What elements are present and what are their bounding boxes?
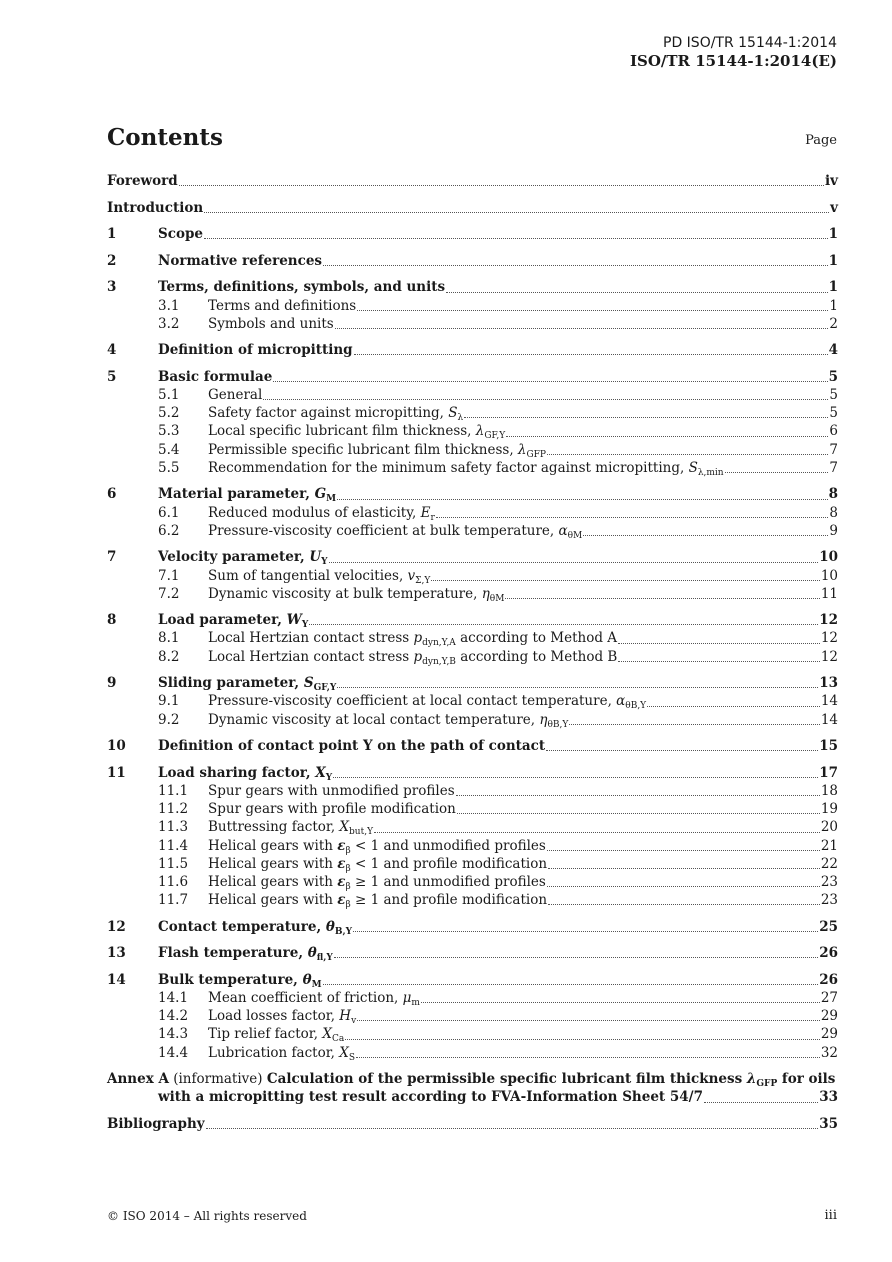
entry-number: 5 bbox=[107, 368, 117, 385]
entry-number: 8 bbox=[107, 612, 117, 629]
entry-page: 5 bbox=[828, 368, 838, 385]
symbol: η bbox=[481, 585, 490, 602]
symbol-subscript: θM bbox=[489, 593, 505, 604]
dot-leader bbox=[353, 930, 818, 932]
dot-leader bbox=[335, 327, 829, 329]
entry-number: 11.4 bbox=[158, 837, 189, 854]
entry-page: 4 bbox=[828, 342, 838, 359]
toc-entry[interactable] bbox=[107, 674, 838, 692]
entry-number: 6.1 bbox=[158, 504, 180, 521]
symbol-subscript: Y bbox=[301, 620, 309, 631]
annex-line-1 bbox=[107, 1070, 838, 1088]
entry-page: 17 bbox=[819, 764, 838, 781]
symbol-subscript: dyn,Y,B bbox=[422, 656, 456, 667]
dot-leader bbox=[583, 534, 828, 536]
entry-page: 14 bbox=[820, 693, 838, 710]
symbol: θ bbox=[325, 918, 335, 935]
dot-leader bbox=[547, 849, 820, 851]
entry-title: Bibliography bbox=[107, 1115, 205, 1132]
dot-leader bbox=[179, 184, 824, 186]
entry-number: 11.6 bbox=[158, 873, 189, 890]
entry-number: 1 bbox=[107, 226, 117, 243]
entry-number: 11.1 bbox=[158, 782, 189, 799]
symbol: ε bbox=[337, 892, 346, 909]
symbol-subscript: dyn,Y,A bbox=[422, 638, 456, 649]
symbol-subscript: but,Y bbox=[349, 827, 374, 838]
annex-informative: (informative) bbox=[168, 1071, 267, 1088]
entry-title: Pressure-viscosity coefficient at bulk temperature, $\alpha_{\theta M}$ bbox=[208, 522, 583, 541]
toc-subentry[interactable] bbox=[107, 782, 838, 800]
symbol: θ bbox=[302, 971, 312, 988]
symbol: λ bbox=[746, 1071, 757, 1088]
toc-subentry[interactable] bbox=[107, 386, 838, 404]
dot-leader bbox=[309, 623, 818, 625]
toc-subentry[interactable] bbox=[107, 800, 838, 818]
toc-subentry[interactable] bbox=[107, 692, 838, 710]
toc-subentry[interactable] bbox=[107, 891, 838, 909]
entry-title: Tip relief factor, $X_{Ca}$ bbox=[208, 1026, 345, 1045]
toc-entry[interactable] bbox=[107, 944, 838, 962]
entry-number: 11.7 bbox=[158, 892, 189, 909]
symbol-subscript: β bbox=[345, 863, 351, 874]
toc-subentry[interactable] bbox=[107, 441, 838, 459]
entry-title: Basic formulae bbox=[158, 368, 273, 385]
symbol: S bbox=[688, 459, 698, 476]
entry-title: Pressure-viscosity coefficient at local contact temperature, $\alpha_{\theta B,Y}$ bbox=[208, 693, 647, 712]
entry-title: Load parameter, $W_Y$ bbox=[158, 612, 309, 631]
dot-leader bbox=[725, 471, 829, 473]
entry-page: 25 bbox=[819, 918, 838, 935]
toc-entry[interactable] bbox=[107, 225, 838, 243]
symbol: X bbox=[322, 1026, 332, 1043]
dot-leader bbox=[329, 561, 819, 563]
entry-title: Mean coefficient of friction, $\mu_m$ bbox=[208, 989, 420, 1008]
symbol: v bbox=[407, 567, 416, 584]
dot-leader bbox=[464, 416, 828, 418]
symbol-subscript: λ,min bbox=[697, 467, 724, 478]
entry-title: Local Hertzian contact stress $p_{dyn,Y,A}$ according to Method A bbox=[208, 630, 618, 649]
entry-page: 32 bbox=[820, 1044, 838, 1061]
entry-title: Local specific lubricant film thickness, $\lambda_{GF,Y}$ bbox=[208, 423, 506, 442]
entry-number: 5.5 bbox=[158, 459, 180, 476]
entry-page: 8 bbox=[829, 504, 838, 521]
dot-leader bbox=[204, 237, 828, 239]
symbol: ε bbox=[337, 837, 346, 854]
toc-subentry[interactable] bbox=[107, 1007, 838, 1025]
copyright-notice: © ISO 2014 – All rights reserved bbox=[107, 1209, 307, 1223]
entry-page: 15 bbox=[819, 738, 838, 755]
page-column-label: Page bbox=[805, 133, 837, 148]
entry-number: 8.2 bbox=[158, 648, 180, 665]
toc-entry[interactable] bbox=[107, 199, 838, 217]
symbol: U bbox=[309, 549, 322, 566]
entry-page: 12 bbox=[820, 648, 838, 665]
entry-number: 3.1 bbox=[158, 297, 180, 314]
entry-number: 10 bbox=[107, 738, 126, 755]
dot-leader bbox=[357, 1019, 820, 1021]
entry-number: 5.1 bbox=[158, 387, 180, 404]
symbol: λ bbox=[475, 423, 485, 440]
symbol-subscript: v bbox=[351, 1016, 357, 1027]
dot-leader bbox=[446, 291, 828, 293]
dot-leader bbox=[345, 1038, 820, 1040]
symbol-subscript: r bbox=[430, 512, 435, 523]
entry-title: Lubrication factor, $X_S$ bbox=[208, 1044, 356, 1063]
entry-title: Material parameter, $G_M$ bbox=[158, 486, 337, 505]
dot-leader bbox=[548, 867, 820, 869]
entry-page: iv bbox=[825, 173, 838, 189]
toc-entry[interactable] bbox=[107, 278, 838, 296]
entry-number: 14.1 bbox=[158, 989, 189, 1006]
symbol: ε bbox=[337, 873, 346, 890]
entry-number: 5.2 bbox=[158, 405, 180, 422]
entry-number: 3 bbox=[107, 279, 117, 296]
entry-number: 6 bbox=[107, 486, 117, 503]
entry-number: 7 bbox=[107, 549, 117, 566]
entry-number: 2 bbox=[107, 252, 117, 269]
toc-subentry[interactable] bbox=[107, 404, 838, 422]
symbol-subscript: fl,Y bbox=[316, 953, 333, 964]
page-number: iii bbox=[824, 1208, 837, 1223]
entry-number: 11.3 bbox=[158, 819, 189, 836]
dot-leader bbox=[456, 794, 820, 796]
entry-page: 5 bbox=[829, 387, 838, 404]
toc-subentry[interactable] bbox=[107, 711, 838, 729]
entry-title: Reduced modulus of elasticity, $E_r$ bbox=[208, 504, 435, 523]
dot-leader bbox=[431, 579, 819, 581]
entry-number: 7.1 bbox=[158, 567, 180, 584]
entry-page: 10 bbox=[819, 549, 838, 566]
symbol: X bbox=[339, 1044, 349, 1061]
entry-title: Terms, definitions, symbols, and units bbox=[158, 279, 446, 296]
entry-number: 14.2 bbox=[158, 1008, 189, 1025]
symbol-subscript: Ca bbox=[331, 1034, 345, 1045]
toc-subentry[interactable] bbox=[107, 504, 838, 522]
toc-entry[interactable] bbox=[107, 172, 838, 190]
symbol: E bbox=[420, 504, 431, 521]
entry-number: 13 bbox=[107, 945, 126, 962]
symbol-subscript: M bbox=[326, 494, 337, 505]
entry-title: Local Hertzian contact stress $p_{dyn,Y,B}$ according to Method B bbox=[208, 648, 618, 667]
entry-title: Load sharing factor, $X_Y$ bbox=[158, 764, 333, 783]
entry-title: Sliding parameter, $S_{GF,Y}$ bbox=[158, 675, 337, 694]
entry-page: 1 bbox=[829, 297, 838, 314]
entry-title: Definition of contact point Y on the path of contact bbox=[158, 738, 546, 755]
dot-leader bbox=[548, 903, 820, 905]
dot-leader bbox=[356, 1056, 820, 1058]
entry-page: 1 bbox=[828, 226, 838, 243]
entry-page: 12 bbox=[819, 612, 838, 629]
symbol: ε bbox=[337, 855, 346, 872]
entry-number: 11.5 bbox=[158, 855, 189, 872]
header-line-1: PD ISO/TR 15144-1:2014 bbox=[663, 35, 837, 51]
entry-page: 35 bbox=[819, 1115, 838, 1132]
entry-page: 19 bbox=[820, 801, 838, 818]
toc-subentry[interactable] bbox=[107, 315, 838, 333]
dot-leader bbox=[273, 380, 827, 382]
entry-title: Permissible specific lubricant film thickness, $\lambda_{GFP}$ bbox=[208, 441, 546, 460]
symbol-subscript: λ bbox=[457, 413, 464, 424]
dot-leader bbox=[457, 812, 820, 814]
symbol-subscript: M bbox=[311, 979, 322, 990]
entry-title: Definition of micropitting bbox=[158, 342, 353, 359]
toc-entry[interactable] bbox=[107, 548, 838, 566]
toc-entry[interactable] bbox=[107, 1115, 838, 1133]
symbol-subscript: m bbox=[411, 997, 420, 1008]
entry-title: Spur gears with profile modification bbox=[208, 801, 456, 818]
entry-title: Dynamic viscosity at bulk temperature, $\eta_{\theta M}$ bbox=[208, 585, 505, 604]
entry-page: 7 bbox=[829, 441, 838, 458]
symbol-subscript: Y bbox=[325, 772, 333, 783]
symbol: α bbox=[616, 693, 626, 710]
toc-entry[interactable] bbox=[107, 341, 838, 359]
symbol: p bbox=[413, 630, 423, 647]
entry-page: v bbox=[830, 199, 838, 216]
entry-title: Flash temperature, $\theta_{fl,Y}$ bbox=[158, 945, 333, 964]
toc-subentry[interactable] bbox=[107, 567, 838, 585]
toc-subentry[interactable] bbox=[107, 837, 838, 855]
entry-page: 26 bbox=[819, 945, 838, 962]
entry-page: 23 bbox=[820, 892, 838, 909]
toc-subentry[interactable] bbox=[107, 297, 838, 315]
entry-page: 29 bbox=[820, 1008, 838, 1025]
dot-leader bbox=[333, 776, 818, 778]
entry-title: General bbox=[208, 387, 263, 404]
toc-subentry[interactable] bbox=[107, 459, 838, 477]
symbol: α bbox=[558, 522, 568, 539]
entry-number: 11.2 bbox=[158, 801, 189, 818]
symbol-subscript: β bbox=[345, 881, 351, 892]
toc-entry[interactable] bbox=[107, 485, 838, 503]
dot-leader bbox=[618, 660, 820, 662]
entry-page: 2 bbox=[829, 315, 838, 332]
dot-leader bbox=[547, 885, 820, 887]
toc-subentry[interactable] bbox=[107, 522, 838, 540]
dot-leader bbox=[436, 516, 829, 518]
symbol: μ bbox=[402, 989, 412, 1006]
entry-number: 9.1 bbox=[158, 693, 180, 710]
annex-line-2 bbox=[107, 1088, 838, 1106]
entry-page: 21 bbox=[820, 837, 838, 854]
dot-leader bbox=[337, 686, 818, 688]
toc-entry[interactable] bbox=[107, 737, 838, 755]
entry-number: 7.2 bbox=[158, 585, 180, 602]
annex-title: Calculation of the permissible specific lubricant film thickness $\lambda_{GFP}$ for oils bbox=[266, 1071, 836, 1090]
entry-number: 9 bbox=[107, 675, 117, 692]
symbol-subscript: GFP bbox=[526, 449, 546, 460]
entry-title: Velocity parameter, $U_Y$ bbox=[158, 549, 328, 568]
toc-subentry[interactable] bbox=[107, 422, 838, 440]
dot-leader bbox=[337, 498, 827, 500]
page-header bbox=[630, 34, 837, 71]
entry-page: 18 bbox=[820, 782, 838, 799]
contents-title: Contents bbox=[107, 124, 223, 151]
dot-leader bbox=[204, 211, 829, 213]
toc-subentry[interactable] bbox=[107, 629, 838, 647]
toc-subentry[interactable] bbox=[107, 873, 838, 891]
entry-number: 8.1 bbox=[158, 630, 180, 647]
entry-page: 6 bbox=[829, 423, 838, 440]
toc-subentry[interactable] bbox=[107, 585, 838, 603]
symbol-subscript: Σ,Y bbox=[415, 575, 431, 586]
dot-leader bbox=[323, 264, 828, 266]
entry-title: Spur gears with unmodified profiles bbox=[208, 782, 455, 799]
dot-leader bbox=[206, 1127, 819, 1129]
entry-title: Helical gears with $\varepsilon_\beta < 1$ and profile modification bbox=[208, 855, 548, 874]
dot-leader bbox=[323, 983, 819, 985]
entry-page: 12 bbox=[820, 630, 838, 647]
entry-page: 5 bbox=[829, 405, 838, 422]
entry-page: 29 bbox=[820, 1026, 838, 1043]
annex-title-cont: with a micropitting test result according to FVA-Information Sheet 54/7 bbox=[158, 1089, 703, 1106]
dot-leader bbox=[421, 1001, 820, 1003]
toc-subentry[interactable] bbox=[107, 855, 838, 873]
toc-annex[interactable] bbox=[107, 1070, 838, 1106]
toc-entry[interactable] bbox=[107, 764, 838, 782]
symbol: H bbox=[339, 1008, 352, 1025]
dot-leader bbox=[354, 353, 828, 355]
entry-title: Load losses factor, $H_v$ bbox=[208, 1008, 357, 1027]
toc-entry[interactable] bbox=[107, 918, 838, 936]
symbol-subscript: θB,Y bbox=[547, 719, 569, 730]
entry-number: 9.2 bbox=[158, 711, 180, 728]
table-of-contents bbox=[107, 172, 838, 1133]
entry-title: Bulk temperature, $\theta_M$ bbox=[158, 971, 322, 990]
entry-title: Helical gears with $\varepsilon_\beta \ge 1$ and profile modification bbox=[208, 892, 548, 911]
entry-title: Symbols and units bbox=[208, 315, 334, 332]
entry-title: Introduction bbox=[107, 199, 204, 216]
symbol: X bbox=[339, 819, 350, 836]
dot-leader bbox=[374, 831, 820, 833]
entry-title: Helical gears with $\varepsilon_\beta < 1$ and unmodified profiles bbox=[208, 837, 546, 856]
toc-entry[interactable] bbox=[107, 368, 838, 386]
symbol-subscript: θB,Y bbox=[625, 701, 647, 712]
annex-label: Annex A bbox=[107, 1071, 169, 1088]
entry-number: 14 bbox=[107, 971, 126, 988]
dot-leader bbox=[618, 642, 820, 644]
symbol-subscript: S bbox=[348, 1052, 356, 1063]
entry-number: 5.3 bbox=[158, 423, 180, 440]
entry-title: Dynamic viscosity at local contact temperature, $\eta_{\theta B,Y}$ bbox=[208, 711, 569, 730]
entry-title: Normative references bbox=[158, 252, 323, 269]
dot-leader bbox=[334, 956, 818, 958]
symbol: λ bbox=[517, 441, 527, 458]
dot-leader bbox=[569, 723, 820, 725]
entry-page: 14 bbox=[820, 711, 838, 728]
dot-leader bbox=[647, 705, 820, 707]
dot-leader bbox=[263, 398, 828, 400]
symbol-subscript: Y bbox=[321, 557, 328, 568]
symbol-subscript: GF,Y bbox=[313, 683, 337, 694]
entry-number: 14.4 bbox=[158, 1044, 189, 1061]
symbol: θ bbox=[307, 945, 317, 962]
symbol-subscript: GFP bbox=[756, 1079, 778, 1090]
entry-title: Helical gears with $\varepsilon_\beta \ge 1$ and unmodified profiles bbox=[208, 873, 546, 892]
symbol: p bbox=[413, 648, 423, 665]
symbol-subscript: GF,Y bbox=[484, 431, 506, 442]
symbol: X bbox=[315, 764, 326, 781]
entry-title: Safety factor against micropitting, $S_\lambda$ bbox=[208, 405, 464, 424]
entry-title: Sum of tangential velocities, $v_{\Sigma,Y}$ bbox=[208, 567, 431, 586]
entry-title: Foreword bbox=[107, 173, 178, 189]
entry-page: 8 bbox=[828, 486, 838, 503]
entry-page: 33 bbox=[819, 1089, 838, 1106]
symbol: W bbox=[286, 612, 302, 629]
entry-page: 20 bbox=[820, 819, 838, 836]
entry-number: 14.3 bbox=[158, 1026, 189, 1043]
entry-page: 26 bbox=[819, 971, 838, 988]
dot-leader bbox=[546, 749, 818, 751]
toc-entry[interactable] bbox=[107, 252, 838, 270]
entry-page: 1 bbox=[828, 252, 838, 269]
dot-leader bbox=[505, 597, 819, 599]
toc-subentry[interactable] bbox=[107, 818, 838, 836]
entry-title: Recommendation for the minimum safety factor against micropitting, $S_{\lambda,min}$ bbox=[208, 459, 724, 478]
toc-entry[interactable] bbox=[107, 611, 838, 629]
entry-number: 3.2 bbox=[158, 315, 180, 332]
entry-title: Terms and definitions bbox=[208, 297, 357, 314]
symbol: S bbox=[448, 405, 458, 422]
entry-page: 11 bbox=[820, 585, 838, 602]
toc-subentry[interactable] bbox=[107, 1044, 838, 1062]
symbol: G bbox=[314, 486, 327, 503]
symbol: S bbox=[303, 675, 314, 692]
header-line-2: ISO/TR 15144-1:2014(E) bbox=[629, 52, 837, 70]
dot-leader bbox=[357, 309, 828, 311]
entry-number: 12 bbox=[107, 918, 126, 935]
symbol-subscript: β bbox=[345, 845, 351, 856]
symbol-subscript: B,Y bbox=[334, 926, 353, 937]
symbol-subscript: θM bbox=[567, 530, 583, 541]
toc-entry[interactable] bbox=[107, 971, 838, 989]
entry-number: 4 bbox=[107, 342, 117, 359]
entry-number: 11 bbox=[107, 764, 126, 781]
toc-subentry[interactable] bbox=[107, 989, 838, 1007]
entry-page: 7 bbox=[829, 459, 838, 476]
entry-title: Scope bbox=[158, 226, 204, 243]
entry-page: 1 bbox=[828, 279, 838, 296]
entry-title: Buttressing factor, $X_{but,Y}$ bbox=[208, 819, 374, 838]
entry-page: 23 bbox=[820, 873, 838, 890]
entry-number: 6.2 bbox=[158, 522, 180, 539]
toc-subentry[interactable] bbox=[107, 1025, 838, 1043]
dot-leader bbox=[704, 1101, 818, 1103]
symbol: η bbox=[539, 711, 548, 728]
symbol-subscript: β bbox=[345, 900, 351, 911]
entry-title: Contact temperature, $\theta_{B,Y}$ bbox=[158, 918, 353, 937]
entry-page: 13 bbox=[819, 675, 838, 692]
entry-page: 9 bbox=[829, 522, 838, 539]
entry-page: 22 bbox=[820, 855, 838, 872]
entry-number: 5.4 bbox=[158, 441, 180, 458]
dot-leader bbox=[506, 435, 828, 437]
entry-page: 10 bbox=[820, 567, 838, 584]
dot-leader bbox=[547, 453, 828, 455]
toc-subentry[interactable] bbox=[107, 648, 838, 666]
entry-page: 27 bbox=[820, 989, 838, 1006]
